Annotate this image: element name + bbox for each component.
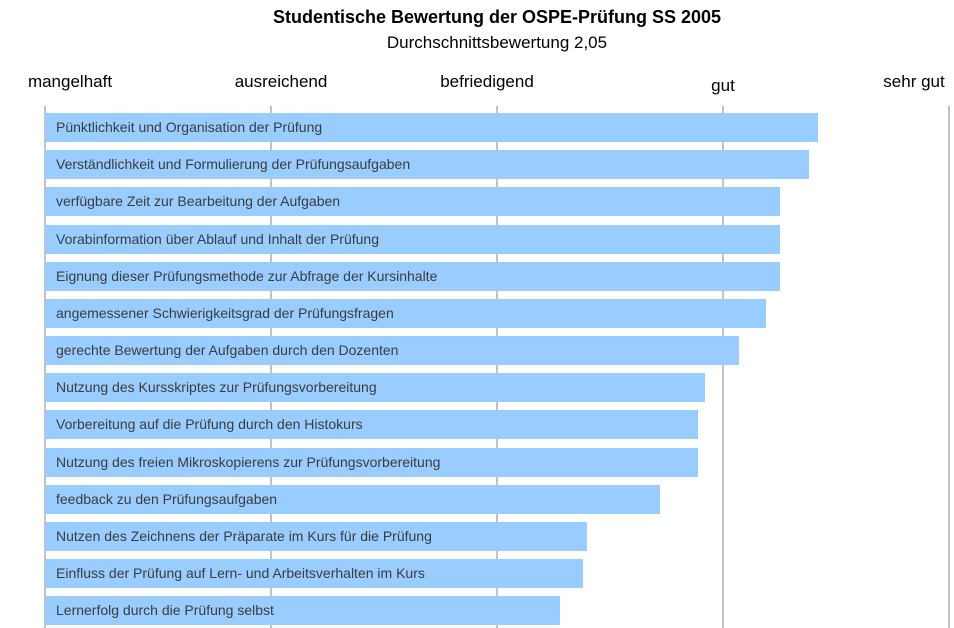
axis-label-befriedigend: befriedigend xyxy=(440,72,534,91)
bar-row xyxy=(45,559,583,588)
chart-subtitle: Durchschnittsbewertung 2,05 xyxy=(386,33,608,52)
bar-label: angemessener Schwierigkeitsgrad der Prüfungsfragen xyxy=(56,305,394,321)
bar-label: Vorbereitung auf die Prüfung durch den Histokurs xyxy=(56,416,363,432)
axis-label-ausreichend: ausreichend xyxy=(234,72,328,91)
bar-label: Verständlichkeit und Formulierung der Prüfungsaufgaben xyxy=(56,156,411,172)
chart-title: Studentische Bewertung der OSPE-Prüfung SS 2005 xyxy=(272,7,722,27)
axis-label-mangelhaft: mangelhaft xyxy=(27,72,113,91)
bar-row xyxy=(45,336,739,365)
bar-row xyxy=(45,596,560,625)
bar-row xyxy=(45,150,809,179)
gridline-grade-1 xyxy=(948,106,950,628)
bar-label: feedback zu den Prüfungsaufgaben xyxy=(56,491,278,507)
bar-label: Vorabinformation über Ablauf und Inhalt der Prüfung xyxy=(56,231,379,247)
bar-label: Nutzen des Zeichnens der Präparate im Kurs für die Prüfung xyxy=(56,528,432,544)
bar-row xyxy=(45,410,698,439)
bar-row xyxy=(45,448,698,477)
bar-row xyxy=(45,299,766,328)
axis-label-sehr-gut: sehr gut xyxy=(883,72,945,91)
bar-label: Pünktlichkeit und Organisation der Prüfung xyxy=(56,119,323,135)
bar-label: Eignung dieser Prüfungsmethode zur Abfrage der Kursinhalte xyxy=(56,268,438,284)
axis-label-gut: gut xyxy=(711,76,735,95)
bar-row xyxy=(45,485,660,514)
bar-row xyxy=(45,373,705,402)
bar-row xyxy=(45,522,587,551)
bar-label: gerechte Bewertung der Aufgaben durch den Dozenten xyxy=(56,342,399,358)
bar-label: Nutzung des freien Mikroskopierens zur Prüfungsvorbereitung xyxy=(56,454,441,470)
bar-label: Nutzung des Kursskriptes zur Prüfungsvorbereitung xyxy=(56,379,377,395)
bar-row xyxy=(45,113,818,142)
bar-row xyxy=(45,187,780,216)
gridline-grade-2 xyxy=(722,106,724,628)
bar-row xyxy=(45,225,780,254)
bar-label: Einfluss der Prüfung auf Lern- und Arbeitsverhalten im Kurs xyxy=(56,565,425,581)
bar-label: verfügbare Zeit zur Bearbeitung der Aufgaben xyxy=(56,193,341,209)
bar-label: Lernerfolg durch die Prüfung selbst xyxy=(56,602,274,618)
bar-row xyxy=(45,262,780,291)
